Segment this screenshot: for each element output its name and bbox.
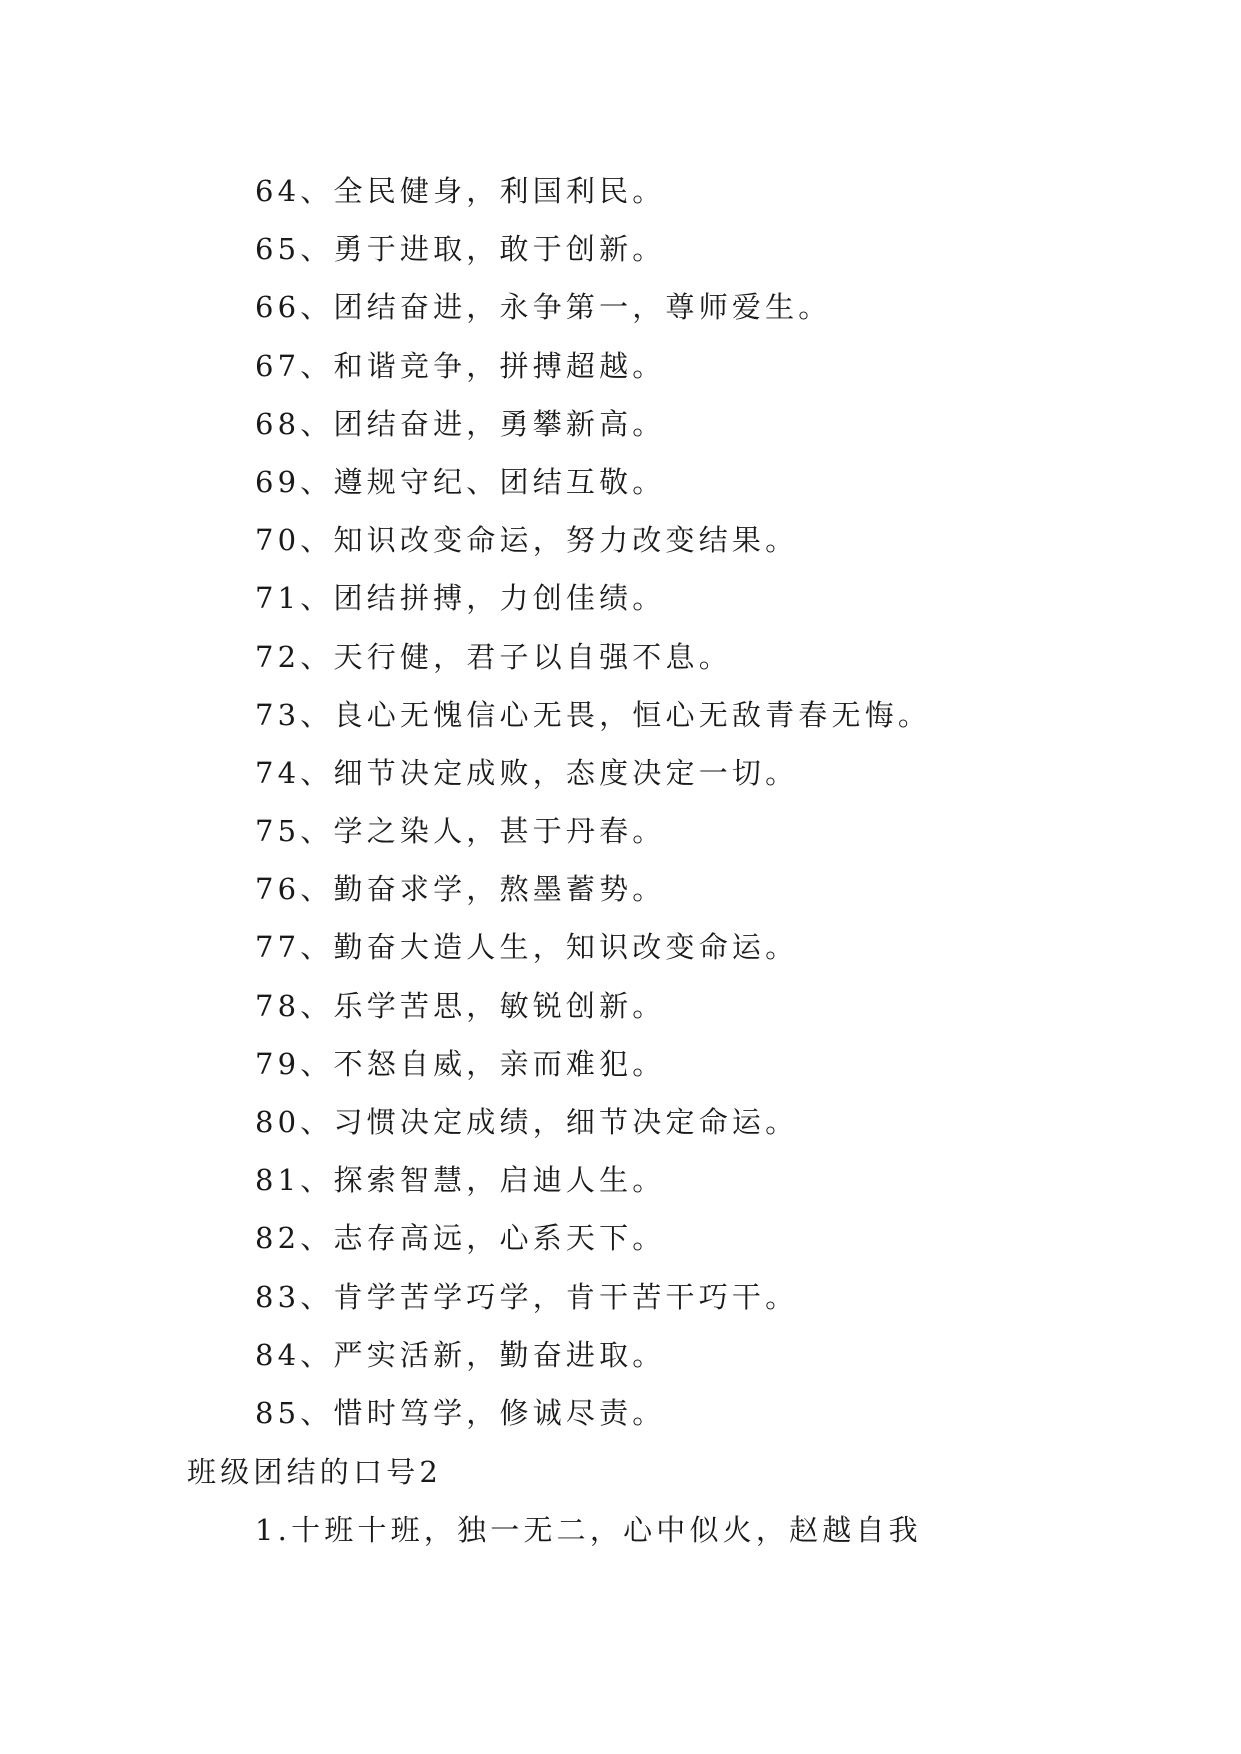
slogan-item: 68、团结奋进，勇攀新高。 [255,406,666,441]
slogan-item: 69、遵规守纪、团结互敬。 [255,464,666,499]
slogan-item: 80、习惯决定成绩，细节决定命运。 [255,1105,799,1139]
slogan-item: 85、惜时笃学，修诚尽责。 [255,1395,666,1430]
slogan-item: 77、勤奋大造人生，知识改变命运。 [255,930,799,965]
slogan-item: 70、知识改变命运，努力改变结果。 [255,523,799,558]
section-heading: 班级团结的口号2 [187,1455,443,1489]
slogan-item: 82、志存高远，心系天下。 [255,1221,666,1256]
slogan-item: 83、肯学苦学巧学，肯干苦干巧干。 [255,1279,799,1314]
slogan-item: 65、勇于进取，敢于创新。 [255,232,666,267]
slogan-item: 67、和谐竞争，拼搏超越。 [255,348,666,383]
slogan-item: 71、团结拼搏，力创佳绩。 [255,581,666,616]
slogan-item: 76、勤奋求学，熬墨蓄势。 [255,872,666,907]
slogan-item: 74、细节决定成败，态度决定一切。 [255,755,799,790]
section-first-slogan: 1.十班十班，独一无二，心中似火，赵越自我 [255,1513,922,1547]
slogan-item: 64、全民健身，利国利民。 [255,174,666,208]
slogan-item: 66、团结奋进，永争第一，尊师爱生。 [255,290,832,325]
slogan-item: 79、不怒自威，亲而难犯。 [255,1046,666,1081]
slogan-item: 84、严实活新，勤奋进取。 [255,1337,666,1372]
slogan-list [255,162,931,1442]
slogan-item: 81、探索智慧，启迪人生。 [255,1163,666,1198]
slogan-item: 78、乐学苦思，敏锐创新。 [255,988,666,1023]
slogan-item: 73、良心无愧信心无畏，恒心无敌青春无悔。 [255,697,932,732]
slogan-item: 72、天行健，君子以自强不息。 [255,639,732,674]
slogan-item: 75、学之染人，甚于丹春。 [255,814,666,849]
